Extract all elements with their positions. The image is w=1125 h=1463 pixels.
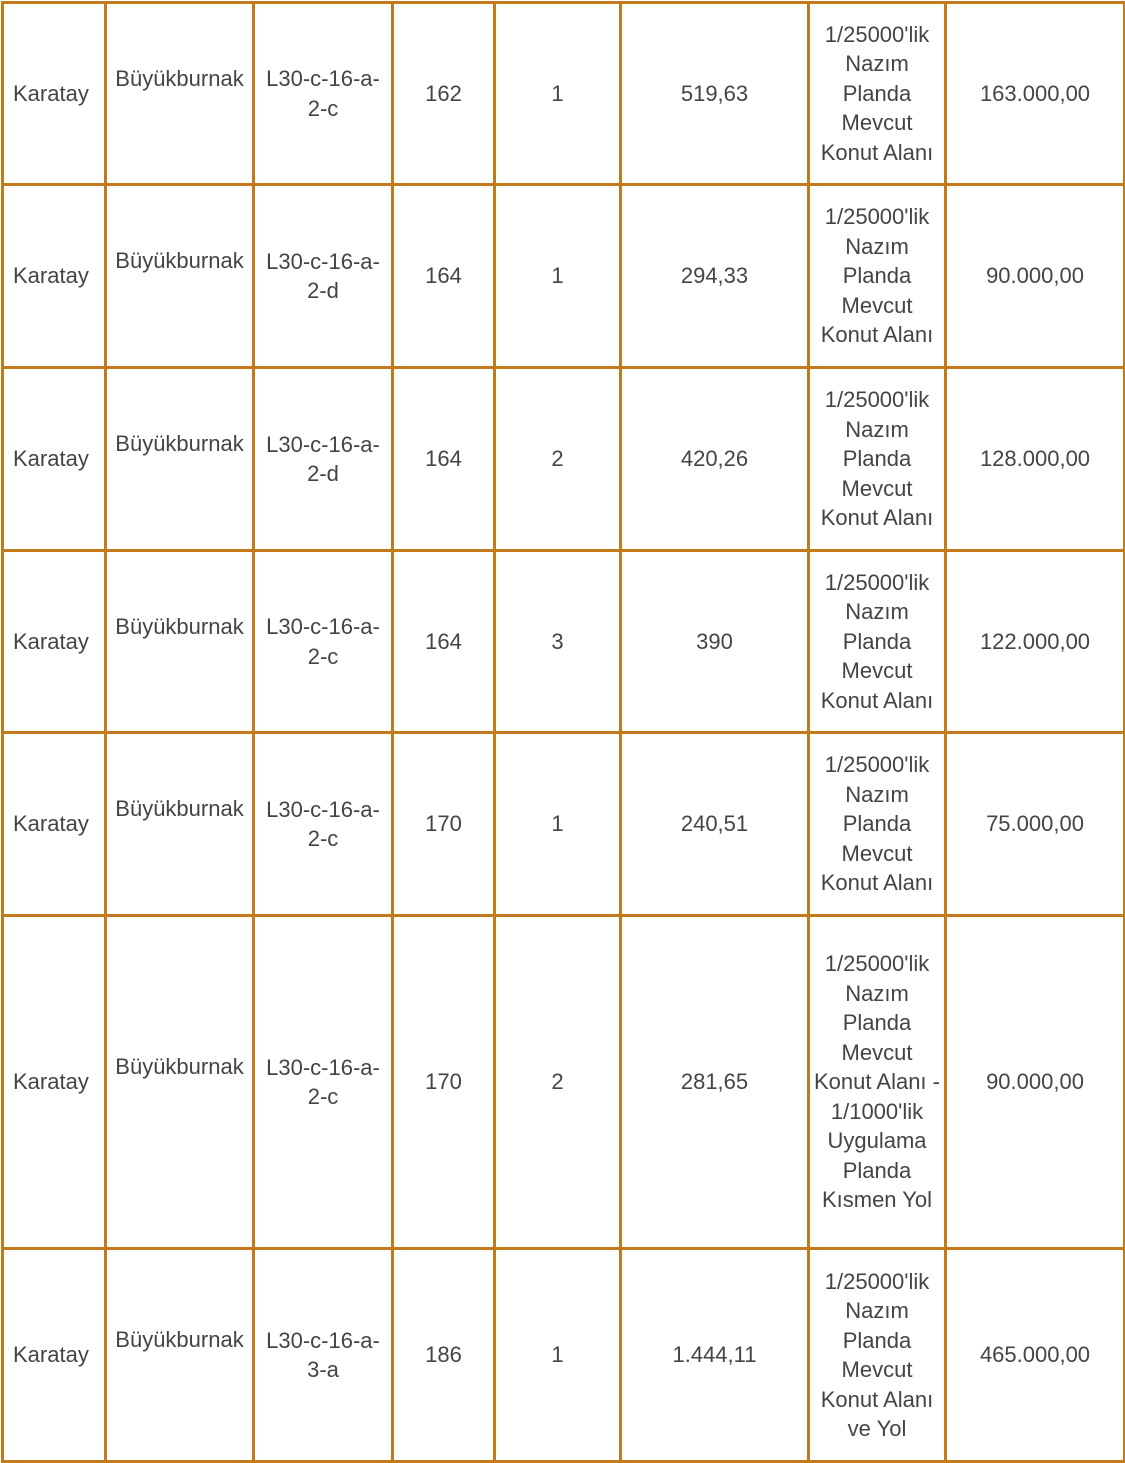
neighborhood-cell <box>106 368 254 551</box>
area-cell: 294,33 <box>621 185 809 368</box>
neighborhood-cell <box>106 185 254 368</box>
parcel-table <box>1 1 1125 1463</box>
district-cell: Karatay <box>3 551 106 733</box>
sheet-cell: L30-c-16-a-3-a <box>254 1249 393 1462</box>
block-cell: 164 <box>393 551 495 733</box>
neighborhood-cell <box>106 916 254 1249</box>
neighborhood-cell <box>106 733 254 916</box>
table-row <box>3 1249 1125 1462</box>
parcel-cell: 1 <box>495 733 621 916</box>
price-cell: 163.000,00 <box>946 3 1125 185</box>
area-cell: 1.444,11 <box>621 1249 809 1462</box>
price-cell: 90.000,00 <box>946 916 1125 1249</box>
area-cell: 281,65 <box>621 916 809 1249</box>
parcel-cell: 1 <box>495 3 621 185</box>
block-cell: 164 <box>393 368 495 551</box>
zoning-cell: 1/25000'lik Nazım Planda Mevcut Konut Alanı <box>809 185 946 368</box>
sheet-cell: L30-c-16-a-2-c <box>254 3 393 185</box>
table-row <box>3 551 1125 733</box>
zoning-cell: 1/25000'lik Nazım Planda Mevcut Konut Alanı ve Yol <box>809 1249 946 1462</box>
block-cell: 186 <box>393 1249 495 1462</box>
area-cell: 519,63 <box>621 3 809 185</box>
table-row <box>3 733 1125 916</box>
price-cell: 90.000,00 <box>946 185 1125 368</box>
table-row <box>3 185 1125 368</box>
parcel-cell: 3 <box>495 551 621 733</box>
parcel-cell: 1 <box>495 185 621 368</box>
neighborhood-cell <box>106 551 254 733</box>
district-cell: Karatay <box>3 3 106 185</box>
district-cell: Karatay <box>3 185 106 368</box>
neighborhood-text: Büyükburnak <box>115 65 244 91</box>
sheet-cell: L30-c-16-a-2-c <box>254 733 393 916</box>
price-cell: 128.000,00 <box>946 368 1125 551</box>
parcel-cell: 1 <box>495 1249 621 1462</box>
neighborhood-text: Büyükburnak <box>115 248 244 274</box>
neighborhood-text: Büyükburnak <box>115 1054 244 1080</box>
sheet-cell: L30-c-16-a-2-c <box>254 916 393 1249</box>
neighborhood-text: Büyükburnak <box>115 431 244 457</box>
neighborhood-cell <box>106 3 254 185</box>
price-cell: 465.000,00 <box>946 1249 1125 1462</box>
area-cell: 420,26 <box>621 368 809 551</box>
district-cell: Karatay <box>3 368 106 551</box>
parcel-cell: 2 <box>495 916 621 1249</box>
area-cell: 390 <box>621 551 809 733</box>
area-cell: 240,51 <box>621 733 809 916</box>
zoning-cell: 1/25000'lik Nazım Planda Mevcut Konut Alanı - 1/1000'lik Uygulama Planda Kısmen Yol <box>809 916 946 1249</box>
sheet-cell: L30-c-16-a-2-c <box>254 551 393 733</box>
zoning-cell: 1/25000'lik Nazım Planda Mevcut Konut Alanı <box>809 733 946 916</box>
neighborhood-cell <box>106 1249 254 1462</box>
neighborhood-text: Büyükburnak <box>115 613 244 639</box>
table-row <box>3 3 1125 185</box>
block-cell: 164 <box>393 185 495 368</box>
price-cell: 122.000,00 <box>946 551 1125 733</box>
zoning-cell: 1/25000'lik Nazım Planda Mevcut Konut Alanı <box>809 368 946 551</box>
table-row <box>3 916 1125 1249</box>
sheet-cell: L30-c-16-a-2-d <box>254 185 393 368</box>
zoning-cell: 1/25000'lik Nazım Planda Mevcut Konut Alanı <box>809 3 946 185</box>
district-cell: Karatay <box>3 733 106 916</box>
zoning-cell: 1/25000'lik Nazım Planda Mevcut Konut Alanı <box>809 551 946 733</box>
sheet-cell: L30-c-16-a-2-d <box>254 368 393 551</box>
block-cell: 162 <box>393 3 495 185</box>
parcel-cell: 2 <box>495 368 621 551</box>
block-cell: 170 <box>393 916 495 1249</box>
block-cell: 170 <box>393 733 495 916</box>
table-row <box>3 368 1125 551</box>
district-cell: Karatay <box>3 1249 106 1462</box>
neighborhood-text: Büyükburnak <box>115 1327 244 1353</box>
neighborhood-text: Büyükburnak <box>115 796 244 822</box>
price-cell: 75.000,00 <box>946 733 1125 916</box>
district-cell: Karatay <box>3 916 106 1249</box>
